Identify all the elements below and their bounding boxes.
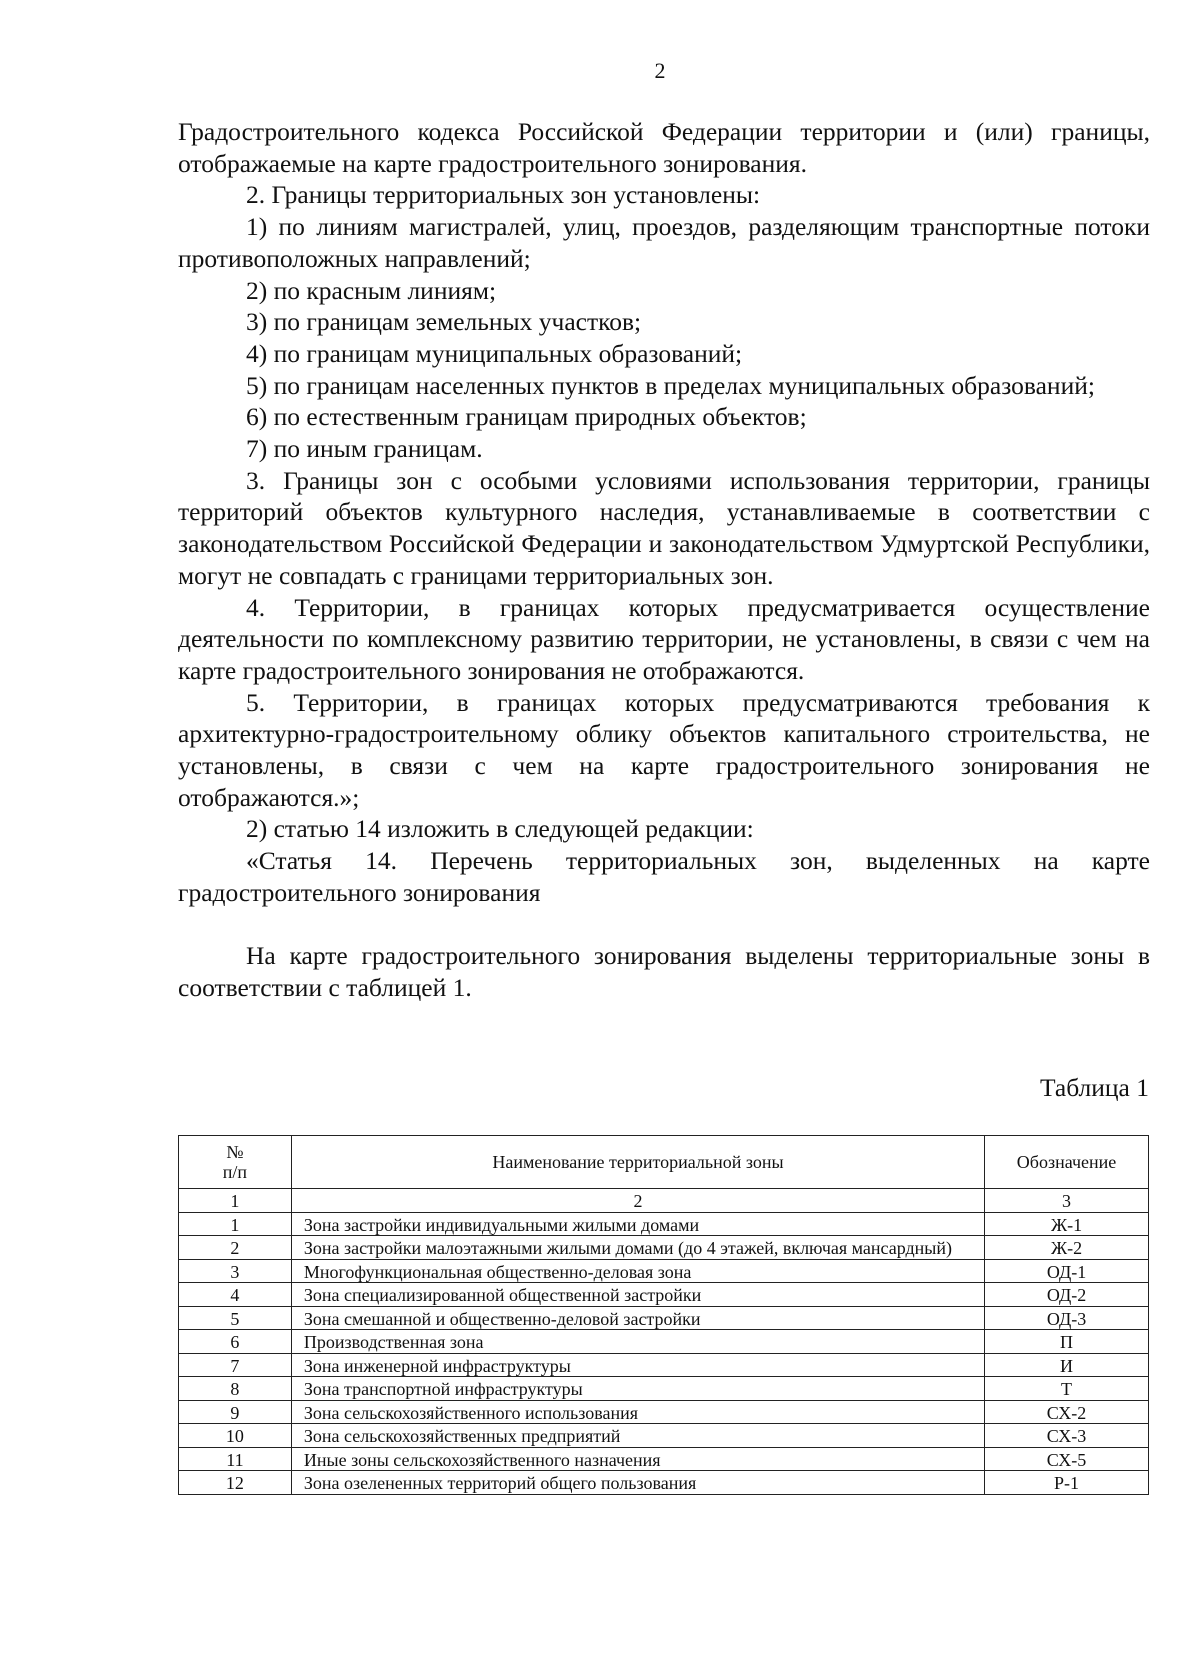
- paragraph: 5) по границам населенных пунктов в пределах муниципальных образований;: [246, 370, 1095, 400]
- table-row: [179, 1447, 1149, 1471]
- table-row: [179, 1377, 1149, 1401]
- column-index: 1: [179, 1189, 292, 1213]
- header-num-line1: №: [226, 1141, 244, 1162]
- table-row: [179, 1353, 1149, 1377]
- row-num: 1: [179, 1212, 292, 1236]
- table-row: [179, 1236, 1149, 1260]
- paragraph: 3) по границам земельных участков;: [246, 307, 642, 337]
- zone-code: П: [985, 1330, 1149, 1354]
- row-num: 6: [179, 1330, 292, 1354]
- row-num: 8: [179, 1377, 292, 1401]
- table-row: [179, 1259, 1149, 1283]
- zone-name: Зона смешанной и общественно-деловой застройки: [291, 1306, 984, 1330]
- column-index: 3: [985, 1189, 1149, 1213]
- page-number: 2: [654, 58, 666, 83]
- row-num: 11: [179, 1447, 292, 1471]
- zone-name: Зона озелененных территорий общего пользования: [291, 1471, 984, 1495]
- table-row: [179, 1283, 1149, 1307]
- article-heading: «Статья 14. Перечень территориальных зон, выделенных на карте градостроительного зонирования: [178, 846, 1150, 907]
- paragraph: 7) по иным границам.: [246, 434, 483, 464]
- zone-name: Зона транспортной инфраструктуры: [291, 1377, 984, 1401]
- zone-name: Зона застройки индивидуальными жилыми домами: [291, 1212, 984, 1236]
- row-num: 10: [179, 1424, 292, 1448]
- zone-name: Зона застройки малоэтажными жилыми домами (до 4 этажей, включая мансардный): [291, 1236, 984, 1260]
- zone-code: СХ-5: [985, 1447, 1149, 1471]
- header-num-line2: п/п: [222, 1162, 248, 1182]
- zone-code: ОД-1: [985, 1259, 1149, 1283]
- paragraph: Градостроительного кодекса Российской Федерации территории и (или) границы, отображаемые на карте градостроительного зонирования.: [178, 117, 1150, 178]
- zone-code: СХ-2: [985, 1400, 1149, 1424]
- zone-code: Ж-1: [985, 1212, 1149, 1236]
- table-row: [179, 1471, 1149, 1495]
- paragraph: 2. Границы территориальных зон установлены:: [246, 180, 761, 210]
- zone-name: Производственная зона: [291, 1330, 984, 1354]
- row-num: 2: [179, 1236, 292, 1260]
- paragraph: 1) по линиям магистралей, улиц, проездов, разделяющим транспортные потоки противоположных направлений;: [178, 212, 1150, 273]
- paragraph: 2) по красным линиям;: [246, 275, 497, 305]
- zone-name: Иные зоны сельскохозяйственного назначения: [291, 1447, 984, 1471]
- row-num: 4: [179, 1283, 292, 1307]
- paragraph: 2) статью 14 изложить в следующей редакции:: [246, 814, 754, 844]
- column-index: 2: [291, 1189, 984, 1213]
- zone-name: Зона сельскохозяйственного использования: [291, 1400, 984, 1424]
- zones-table: [178, 1135, 1149, 1495]
- table-caption: Таблица 1: [1039, 1073, 1149, 1102]
- zone-name: Зона инженерной инфраструктуры: [291, 1353, 984, 1377]
- column-index-row: [179, 1189, 1149, 1213]
- table-row: [179, 1212, 1149, 1236]
- paragraph: На карте градостроительного зонирования выделены территориальные зоны в соответствии с таблицей 1.: [178, 941, 1150, 1002]
- zone-code: СХ-3: [985, 1424, 1149, 1448]
- row-num: 9: [179, 1400, 292, 1424]
- header-name: Наименование территориальной зоны: [291, 1136, 984, 1189]
- zone-code: И: [985, 1353, 1149, 1377]
- table-row: [179, 1330, 1149, 1354]
- paragraph: 5. Территории, в границах которых предусматриваются требования к архитектурно-градостроительному облику объектов капитального строительства, не установлены, в связи с чем на карте градостроительного зонирования не отображаются.»;: [178, 687, 1150, 812]
- document-body: [178, 116, 1150, 1004]
- paragraph: 4. Территории, в границах которых предусматривается осуществление деятельности по комплексному развитию территории, не установлены, в связи с чем на карте градостроительного зонирования не отображаются.: [178, 592, 1150, 685]
- header-num: [179, 1136, 292, 1189]
- zone-code: Ж-2: [985, 1236, 1149, 1260]
- table-row: [179, 1400, 1149, 1424]
- table-row: [179, 1306, 1149, 1330]
- zone-name: Зона сельскохозяйственных предприятий: [291, 1424, 984, 1448]
- row-num: 3: [179, 1259, 292, 1283]
- paragraph: 4) по границам муниципальных образований;: [246, 338, 743, 368]
- header-code: Обозначение: [985, 1136, 1149, 1189]
- zone-name: Зона специализированной общественной застройки: [291, 1283, 984, 1307]
- table-row: [179, 1424, 1149, 1448]
- row-num: 12: [179, 1471, 292, 1495]
- table-header-row: [179, 1136, 1149, 1189]
- zone-code: Р-1: [985, 1471, 1149, 1495]
- zone-code: Т: [985, 1377, 1149, 1401]
- zone-code: ОД-3: [985, 1306, 1149, 1330]
- paragraph: 6) по естественным границам природных объектов;: [246, 402, 807, 432]
- zone-code: ОД-2: [985, 1283, 1149, 1307]
- row-num: 7: [179, 1353, 292, 1377]
- row-num: 5: [179, 1306, 292, 1330]
- zone-name: Многофункциональная общественно-деловая зона: [291, 1259, 984, 1283]
- paragraph: 3. Границы зон с особыми условиями использования территории, границы территорий объектов культурного наследия, устанавливаемые в соответствии с законодательством Российской Федерации и законодательством Удмуртской Республики, могут не совпадать с границами территориальных зон.: [178, 465, 1150, 590]
